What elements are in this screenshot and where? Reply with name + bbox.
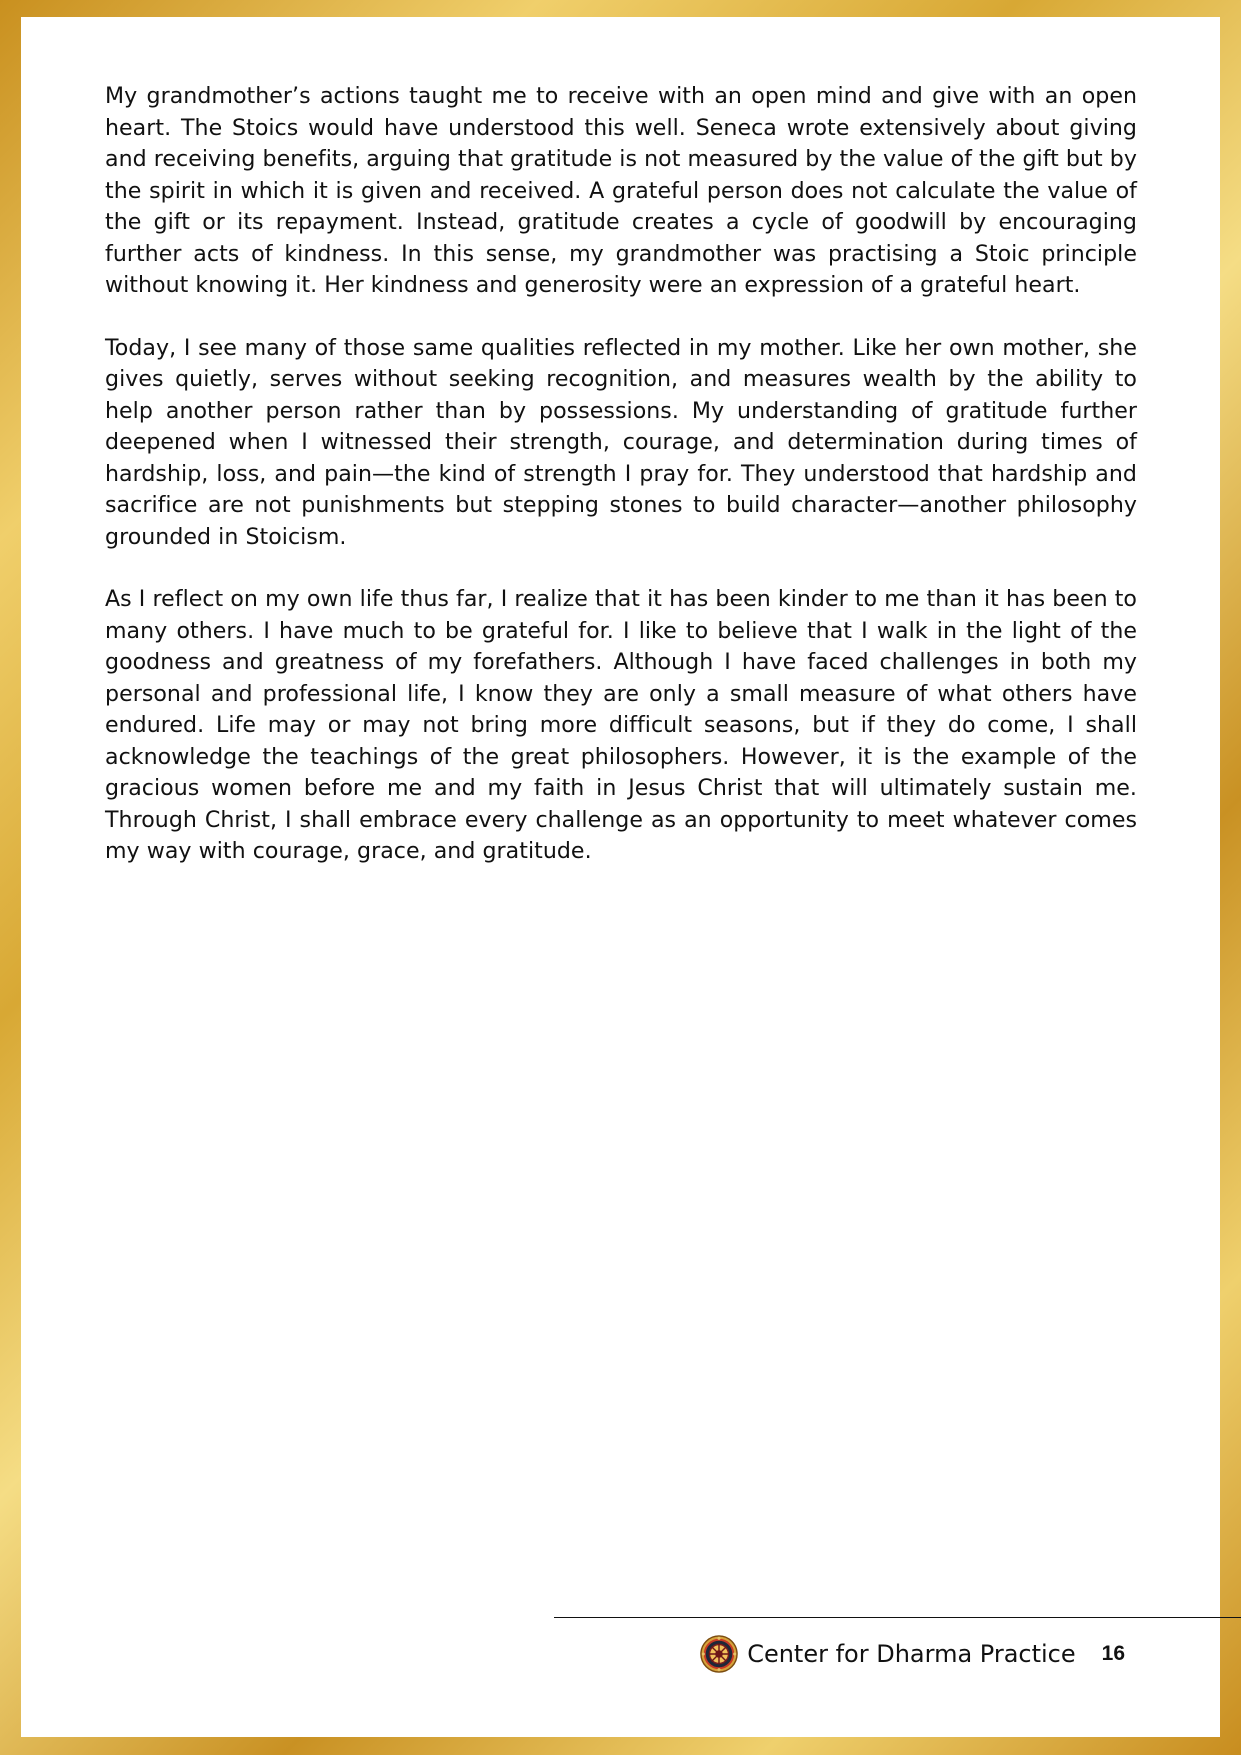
paragraph-grandmother-gratitude: My grandmother’s actions taught me to receive with an open mind and give with an open heart. The Stoics would have understood this well. Seneca wrote extensively about giving and receiving benefits, arguing that gratitude is not measured by the value of the gift but by the spirit in which it is given and received. A grateful person does not calculate the value of the gift or its repayment. Instead, gratitude creates a cycle of goodwill by encouraging further acts of kindness. In this sense, my grandmother was practising a Stoic principle without knowing it. Her kindness and generosity were an expression of a grateful heart. <box>105 83 1137 298</box>
document-page <box>21 17 1220 1737</box>
dharma-wheel-logo-icon <box>700 1635 738 1673</box>
essay-body <box>105 81 1137 899</box>
page-number: 16 <box>1101 1642 1125 1665</box>
footer-divider <box>554 1617 1241 1618</box>
paragraph-personal-reflection: As I reflect on my own life thus far, I realize that it has been kinder to me than it has been to many others. I have much to be grateful for. I like to believe that I walk in the light of the goodness and greatness of my forefathers. Although I have faced challenges in both my personal and professional life, I know they are only a small measure of what others have endured. Life may or may not bring more difficult seasons, but if they do come, I shall acknowledge the teachings of the great philosophers. However, it is the example of the gracious women before me and my faith in Jesus Christ that will ultimately sustain me. Through Christ, I shall embrace every challenge as an opportunity to meet whatever comes my way with courage, grace, and gratitude. <box>105 586 1137 864</box>
organization-name: Center for Dharma Practice <box>747 1640 1076 1668</box>
page-footer <box>700 1629 1125 1679</box>
paragraph-mother-qualities: Today, I see many of those same qualities reflected in my mother. Like her own mother, she gives quietly, serves without seeking recognition, and measures wealth by the ability to help another person rather than by possessions. My understanding of gratitude further deepened when I witnessed their strength, courage, and determination during times of hardship, loss, and pain—the kind of strength I pray for. They understood that hardship and sacrifice are not punishments but stepping stones to build character—another philosophy grounded in Stoicism. <box>105 334 1137 550</box>
